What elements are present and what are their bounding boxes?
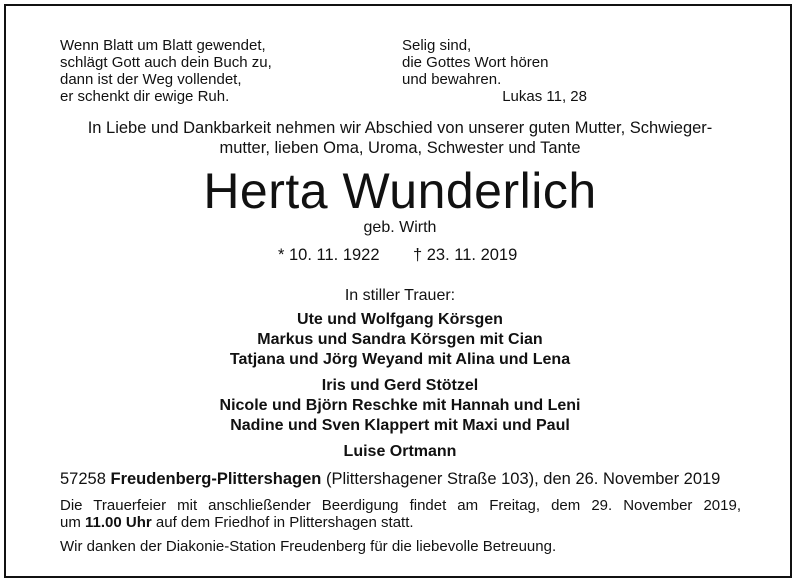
death-date: † 23. 11. 2019 [413,246,518,264]
verse-right-line: die Gottes Wort hören [402,54,549,71]
verse-right-line: und bewahren. [402,71,502,88]
address-postcode: 57258 [60,470,106,488]
address-line [60,470,720,489]
verse-left [60,37,272,105]
mourners-list [0,310,800,462]
address-town: Freudenberg-Plittershagen [110,470,322,488]
intro-line-2: mutter, lieben Oma, Uroma, Schwester und Tante [219,139,581,157]
verse-left-line: schlägt Gott auch dein Buch zu, [60,54,272,71]
verse-left-line: dann ist der Weg vollendet, [60,71,242,88]
mourner-line: Iris und Gerd Stötzel [321,377,479,394]
verse-left-line: er schenkt dir ewige Ruh. [60,88,230,105]
mourner-line: Nicole und Björn Reschke mit Hannah und Leni [219,397,581,414]
mourner-line: Nadine und Sven Klappert mit Maxi und Paul [230,417,570,434]
mourner-line: Tatjana und Jörg Weyand mit Alina und Lena [229,351,571,368]
mourner-line: Luise Ortmann [343,443,457,460]
thanks-line: Wir danken der Diakonie-Station Freudenberg für die liebevolle Betreuung. [60,538,557,555]
mourners-heading: In stiller Trauer: [344,287,456,304]
funeral-time: 11.00 Uhr [85,514,152,531]
address-date: 26. November 2019 [575,470,721,488]
verse-right-line: Selig sind, [402,37,472,54]
verse-left-line: Wenn Blatt um Blatt gewendet, [60,37,266,54]
verse-right [402,37,548,88]
verse-reference: Lukas 11, 28 [502,88,587,105]
funeral-pre: um [60,514,81,531]
deceased-name: Herta Wunderlich [203,163,597,219]
address-street: (Plittershagener Straße 103), den [325,470,571,488]
birth-name: geb. Wirth [363,219,437,236]
intro-line-1: In Liebe und Dankbarkeit nehmen wir Abschied von unserer guten Mutter, Schwieger- [87,119,713,137]
mourner-line: Ute und Wolfgang Körsgen [297,311,503,328]
funeral-line-1: Die Trauerfeier mit anschließender Beerdigung findet am Freitag, dem 29. November 2019, [60,497,741,514]
funeral-line-2 [60,514,414,531]
birth-date: * 10. 11. 1922 [278,246,380,264]
mourner-line: Markus und Sandra Körsgen mit Cian [257,331,543,348]
funeral-post: auf dem Friedhof in Plittershagen statt. [155,514,414,531]
